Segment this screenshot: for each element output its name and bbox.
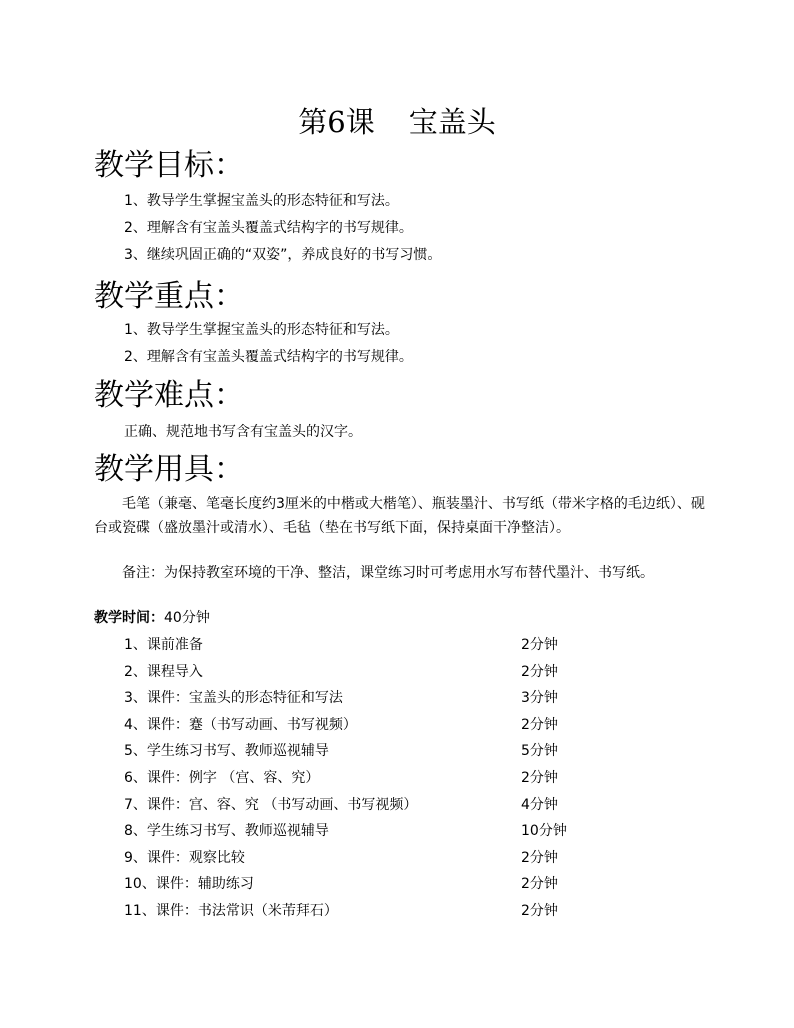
key-point-item: 1、教导学生掌握宝盖头的形态特征和写法。	[124, 322, 399, 338]
schedule-item: 9、课件：观察比较	[124, 849, 245, 866]
schedule-row	[124, 873, 584, 900]
schedule-item: 5、学生练习书写、教师巡视辅导	[124, 743, 329, 760]
schedule-item: 7、课件：宫、容、究 （书写动画、书写视频）	[124, 796, 418, 813]
schedule-row	[124, 794, 584, 821]
objective-item: 3、继续巩固正确的“双姿”，养成良好的书写习惯。	[124, 247, 442, 263]
schedule-item: 4、课件：蹇（书写动画、书写视频）	[124, 716, 357, 733]
lesson-number: 第6课	[298, 105, 375, 139]
schedule-item: 3、课件：宝盖头的形态特征和写法	[124, 690, 343, 707]
objective-item: 2、理解含有宝盖头覆盖式结构字的书写规律。	[124, 220, 413, 236]
teaching-time	[94, 608, 210, 628]
schedule-duration: 2分钟	[521, 637, 558, 653]
schedule-row	[124, 820, 584, 847]
schedule-row	[124, 740, 584, 767]
schedule-row	[124, 847, 584, 874]
schedule-duration: 10分钟	[521, 823, 567, 840]
tools-note: 备注：为保持教室环境的干净、整洁，课堂练习时可考虑用水写布替代墨汁、书写纸。	[122, 565, 654, 581]
difficulties-heading: 教学难点：	[94, 378, 244, 413]
lesson-name: 宝盖头	[408, 105, 496, 139]
schedule-item: 11、课件：书法常识（米芾拜石）	[124, 902, 338, 919]
schedule-duration: 2分钟	[521, 876, 558, 893]
teaching-time-total: 40分钟	[164, 610, 210, 626]
schedule-row	[124, 661, 584, 688]
schedule-duration: 3分钟	[521, 690, 558, 707]
schedule-row	[124, 900, 584, 927]
schedule-duration: 2分钟	[521, 769, 558, 786]
lesson-title	[0, 103, 794, 141]
schedule-item: 1、课前准备	[124, 637, 203, 653]
tools-text: 毛笔（兼毫、笔毫长度约3厘米的中楷或大楷笔）、瓶装墨汁、书写纸（带米字格的毛边纸）、砚台或瓷碟（盛放墨汁或清水）、毛毡（垫在书写纸下面，保持桌面干净整洁）。	[94, 496, 705, 536]
key-point-item: 2、理解含有宝盖头覆盖式结构字的书写规律。	[124, 349, 413, 365]
schedule-duration: 2分钟	[521, 716, 558, 733]
teaching-time-label: 教学时间：	[94, 610, 164, 626]
schedule-list	[124, 634, 584, 927]
schedule-item: 6、课件：例字 （宫、容、究）	[124, 769, 320, 786]
schedule-row	[124, 634, 584, 661]
schedule-duration: 5分钟	[521, 743, 558, 760]
schedule-item: 2、课程导入	[124, 663, 203, 680]
schedule-item: 8、学生练习书写、教师巡视辅导	[124, 823, 329, 840]
difficulties-text: 正确、规范地书写含有宝盖头的汉字。	[124, 424, 362, 440]
schedule-duration: 2分钟	[521, 902, 558, 919]
schedule-row	[124, 714, 584, 741]
schedule-duration: 4分钟	[521, 796, 558, 813]
key-points-heading: 教学重点：	[94, 279, 244, 314]
tools-heading: 教学用具：	[94, 452, 244, 487]
schedule-duration: 2分钟	[521, 663, 558, 680]
objectives-heading: 教学目标：	[94, 148, 244, 183]
objective-item: 1、教导学生掌握宝盖头的形态特征和写法。	[124, 193, 399, 209]
schedule-item: 10、课件：辅助练习	[124, 876, 254, 893]
schedule-duration: 2分钟	[521, 849, 558, 866]
schedule-row	[124, 767, 584, 794]
schedule-row	[124, 687, 584, 714]
